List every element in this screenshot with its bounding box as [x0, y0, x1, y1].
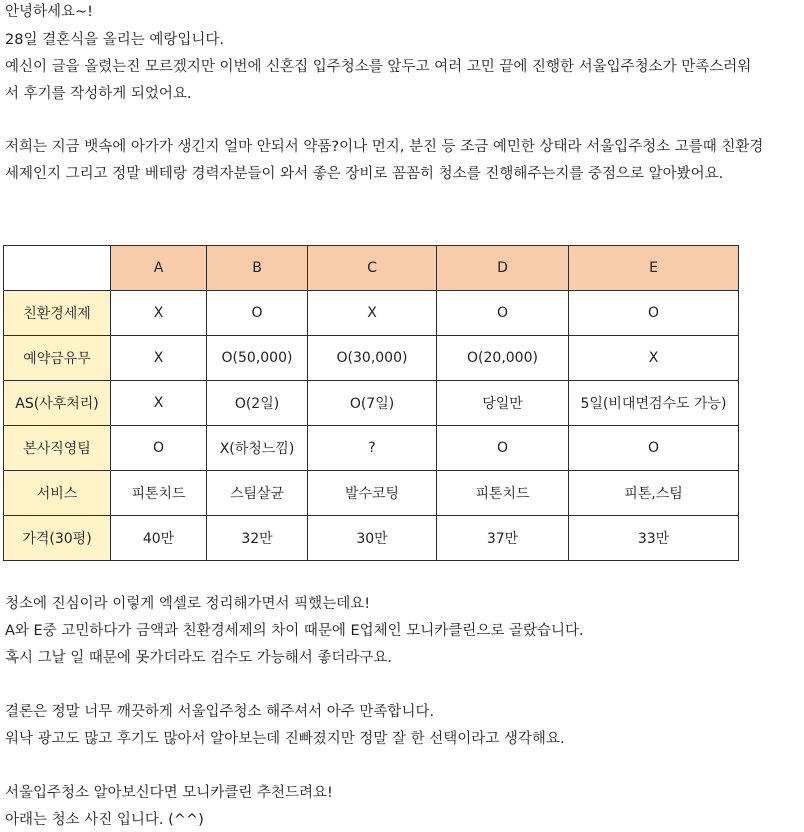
table-cell: X	[111, 381, 207, 426]
intro-line-4: 서 후기를 작성하게 되었어요.	[5, 86, 192, 102]
row-header-deposit: 예약금유무	[4, 336, 111, 381]
table-cell: O(2일)	[207, 381, 308, 426]
table-cell: X	[111, 336, 207, 381]
table-cell: 5일(비대면검수도 가능)	[569, 381, 739, 426]
row-header-service: 서비스	[4, 471, 111, 516]
table-cell: X	[308, 291, 437, 336]
row-header-after-service: AS(사후처리)	[4, 381, 111, 426]
intro-line-1: 안녕하세요~!	[5, 4, 93, 20]
table-cell: 33만	[569, 516, 739, 561]
outro-line-1: 청소에 진심이라 이렇게 엑셀로 정리해가면서 픽했는데요!	[5, 596, 371, 612]
intro-line-6: 세제인지 그리고 정말 베테랑 경력자분들이 와서 좋은 장비로 꼼꼼히 청소를 진행해주는지를 중점으로 알아봤어요.	[5, 166, 724, 182]
table-cell: O	[569, 291, 739, 336]
table-cell: 발수코팅	[308, 471, 437, 516]
table-header-row	[4, 246, 739, 291]
outro-line-2: A와 E중 고민하다가 금액과 친환경세제의 차이 때문에 E업체인 모니카클린으로 골랐습니다.	[5, 623, 584, 639]
table-row	[4, 426, 739, 471]
table-cell: O	[569, 426, 739, 471]
table-cell: O(50,000)	[207, 336, 308, 381]
outro-line-5: 워낙 광고도 많고 후기도 많아서 알아보는데 진빠졌지만 정말 잘 한 선택이라고 생각해요.	[5, 731, 565, 747]
table-row	[4, 291, 739, 336]
column-header-a: A	[111, 246, 207, 291]
comparison-table	[3, 245, 739, 561]
table-cell: X	[569, 336, 739, 381]
table-cell: 당일만	[437, 381, 569, 426]
table-cell: O(30,000)	[308, 336, 437, 381]
table-cell: X	[111, 291, 207, 336]
intro-line-5: 저희는 지금 뱃속에 아가가 생긴지 얼마 안되서 약품?이나 먼지, 분진 등 조금 예민한 상태라 서울입주청소 고를때 친환경	[5, 139, 764, 155]
table-cell: ?	[308, 426, 437, 471]
table-cell: O(7일)	[308, 381, 437, 426]
row-header-direct-team: 본사직영팀	[4, 426, 111, 471]
table-cell: 30만	[308, 516, 437, 561]
table-cell: 피톤치드	[111, 471, 207, 516]
table-cell: 40만	[111, 516, 207, 561]
table-cell: O	[437, 426, 569, 471]
table-cell: O	[437, 291, 569, 336]
column-header-b: B	[207, 246, 308, 291]
table-cell: 피톤치드	[437, 471, 569, 516]
table-row	[4, 381, 739, 426]
intro-line-3: 예신이 글을 올렸는진 모르겠지만 이번에 신혼집 입주청소를 앞두고 여러 고민 끝에 진행한 서울입주청소가 만족스러워	[5, 59, 752, 75]
table-cell: 37만	[437, 516, 569, 561]
table-cell: 스팀살균	[207, 471, 308, 516]
table-corner-cell	[4, 246, 111, 291]
table-row	[4, 516, 739, 561]
table-cell: O(20,000)	[437, 336, 569, 381]
outro-line-6: 서울입주청소 알아보신다면 모니카클린 추천드려요!	[5, 785, 333, 801]
table-cell: 32만	[207, 516, 308, 561]
outro-line-4: 결론은 정말 너무 깨끗하게 서울입주청소 해주셔서 아주 만족합니다.	[5, 704, 435, 720]
outro-line-3: 혹시 그날 일 때문에 못가더라도 검수도 가능해서 좋더라구요.	[5, 650, 393, 666]
table-cell: X(하청느낌)	[207, 426, 308, 471]
column-header-d: D	[437, 246, 569, 291]
table-cell: O	[207, 291, 308, 336]
table-cell: O	[111, 426, 207, 471]
intro-line-2: 28일 결혼식을 올리는 예랑입니다.	[5, 32, 224, 48]
outro-line-7: 아래는 청소 사진 입니다. (^^)	[5, 812, 204, 828]
table-row	[4, 471, 739, 516]
column-header-e: E	[569, 246, 739, 291]
column-header-c: C	[308, 246, 437, 291]
row-header-eco-detergent: 친환경세제	[4, 291, 111, 336]
row-header-price: 가격(30평)	[4, 516, 111, 561]
table-row	[4, 336, 739, 381]
table-cell: 피톤,스팀	[569, 471, 739, 516]
